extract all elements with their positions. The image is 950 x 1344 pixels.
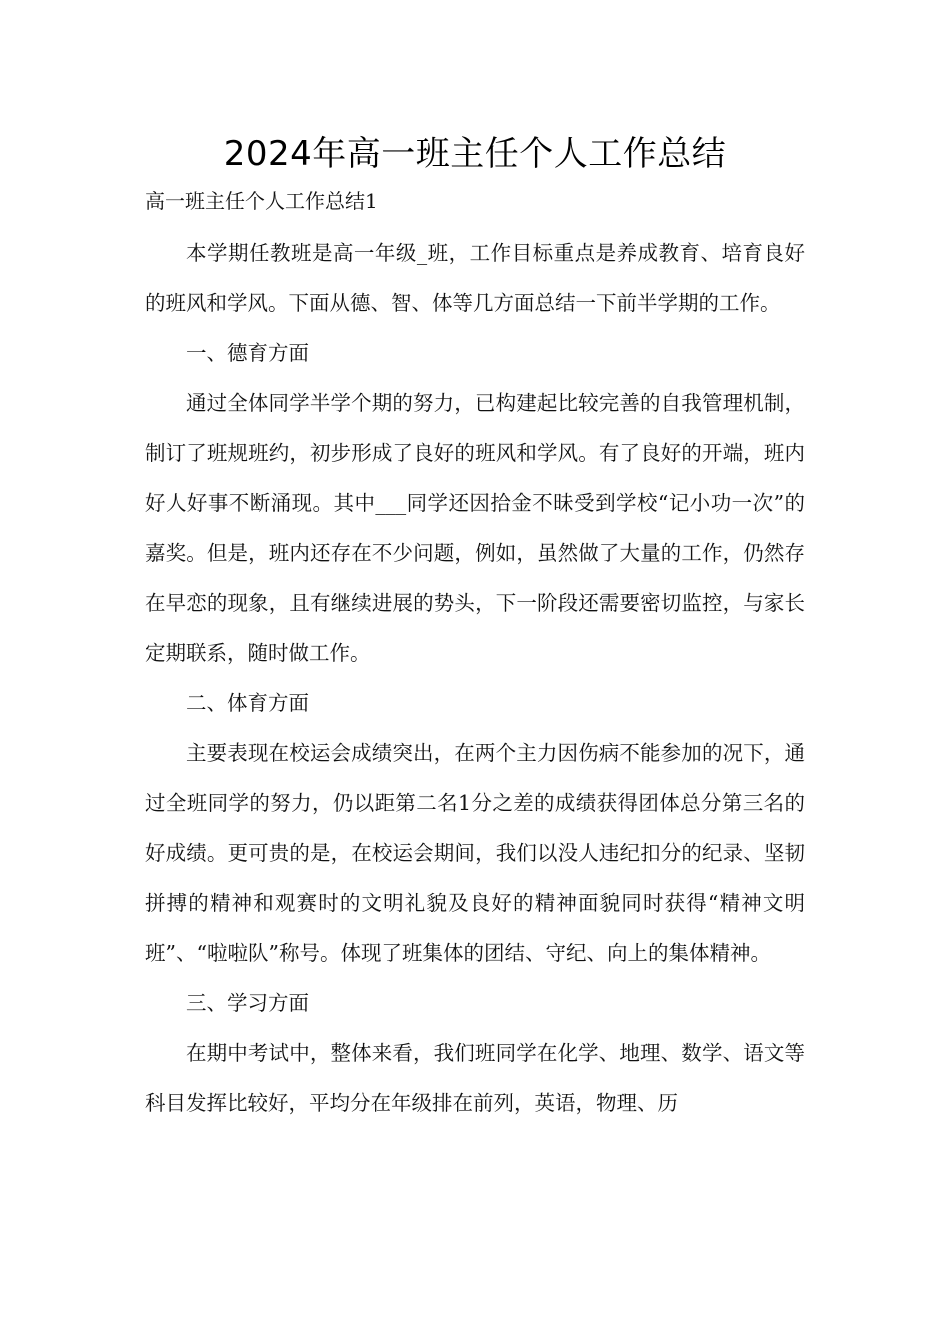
- paragraph-sports: 主要表现在校运会成绩突出，在两个主力因伤病不能参加的况下，通过全班同学的努力，仍以距第二名1分之差的成绩获得团体总分第三名的好成绩。更可贵的是，在校运会期间，我们以没人违纪扣分的纪录、坚韧拼搏的精神和观赛时的文明礼貌及良好的精神面貌同时获得“精神文明班”、“啦啦队”称号。体现了班集体的团结、守纪、向上的集体精神。: [145, 741, 805, 965]
- paragraph-study: 在期中考试中，整体来看，我们班同学在化学、地理、数学、语文等科目发挥比较好，平均分在年级排在前列，英语，物理、历: [145, 1041, 805, 1115]
- document-body: [145, 228, 805, 1128]
- document-subtitle: 高一班主任个人工作总结1: [145, 189, 378, 213]
- section-heading-sports: 二、体育方面: [186, 691, 309, 715]
- section-heading-study: 三、学习方面: [186, 991, 309, 1015]
- paragraph-intro: 本学期任教班是高一年级_班，工作目标重点是养成教育、培育良好的班风和学风。下面从德、智、体等几方面总结一下前半学期的工作。: [145, 241, 805, 315]
- paragraph-moral: 通过全体同学半学个期的努力，已构建起比较完善的自我管理机制，制订了班规班约，初步形成了良好的班风和学风。有了良好的开端，班内好人好事不断涌现。其中___同学还因拾金不昧受到学校“记小功一次”的嘉奖。但是，班内还存在不少问题，例如，虽然做了大量的工作，仍然存在早恋的现象，且有继续进展的势头，下一阶段还需要密切监控，与家长定期联系，随时做工作。: [145, 391, 805, 665]
- section-heading-moral: 一、德育方面: [186, 341, 309, 365]
- document-title: 2024年高一班主任个人工作总结: [223, 134, 727, 174]
